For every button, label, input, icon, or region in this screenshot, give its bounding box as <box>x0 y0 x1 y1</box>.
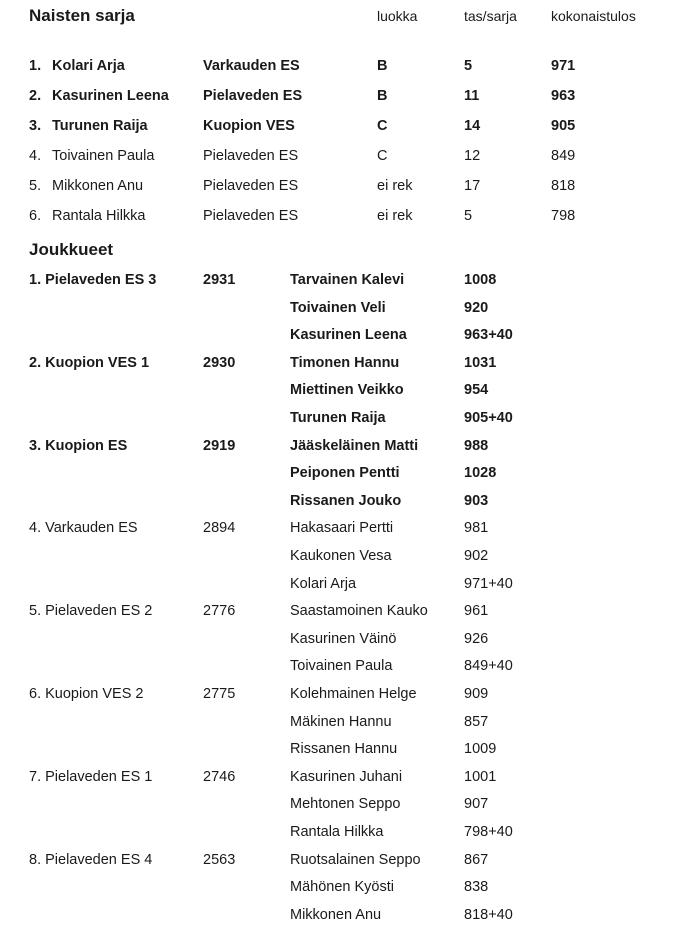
member-score: 971+40 <box>464 576 513 592</box>
member-score: 838 <box>464 879 489 895</box>
member-name: Saastamoinen Kauko <box>290 603 428 619</box>
member-name: Kasurinen Väinö <box>290 631 397 647</box>
women-level: 5 <box>464 58 473 74</box>
women-class: B <box>377 58 388 74</box>
women-level: 5 <box>464 208 473 224</box>
member-score: 905+40 <box>464 410 513 426</box>
women-level: 17 <box>464 178 481 194</box>
member-score: 988 <box>464 438 489 454</box>
member-score: 1031 <box>464 355 497 371</box>
team-total: 2894 <box>203 520 236 536</box>
team-name: 3. Kuopion ES <box>29 438 128 454</box>
women-club: Varkauden ES <box>203 58 300 74</box>
women-name: Mikkonen Anu <box>52 178 144 194</box>
member-name: Mikkonen Anu <box>290 907 382 923</box>
women-name: Rantala Hilkka <box>52 208 146 224</box>
member-score: 798+40 <box>464 824 513 840</box>
team-name: 5. Pielaveden ES 2 <box>29 603 153 619</box>
member-name: Rissanen Hannu <box>290 741 398 757</box>
member-name: Miettinen Veikko <box>290 382 404 398</box>
women-total: 818 <box>551 178 576 194</box>
women-total: 905 <box>551 118 576 134</box>
member-score: 909 <box>464 686 489 702</box>
women-rank: 4. <box>29 148 42 164</box>
header-total: kokonaistulos <box>551 8 636 24</box>
member-score: 849+40 <box>464 658 513 674</box>
women-class: C <box>377 118 388 134</box>
header-class: luokka <box>377 8 418 24</box>
member-name: Rissanen Jouko <box>290 493 402 509</box>
member-name: Mähönen Kyösti <box>290 879 394 895</box>
team-name: 2. Kuopion VES 1 <box>29 355 150 371</box>
women-name: Turunen Raija <box>52 118 148 134</box>
team-name: 7. Pielaveden ES 1 <box>29 769 153 785</box>
women-level: 14 <box>464 118 481 134</box>
member-score: 981 <box>464 520 489 536</box>
women-class: B <box>377 88 388 104</box>
women-club: Pielaveden ES <box>203 88 303 104</box>
member-name: Mäkinen Hannu <box>290 714 392 730</box>
team-total: 2775 <box>203 686 236 702</box>
member-score: 907 <box>464 796 489 812</box>
member-score: 1008 <box>464 272 497 288</box>
member-score: 867 <box>464 852 489 868</box>
team-total: 2931 <box>203 272 236 288</box>
teams-title: Joukkueet <box>29 240 114 259</box>
member-name: Ruotsalainen Seppo <box>290 852 421 868</box>
women-class: C <box>377 148 388 164</box>
women-rank: 5. <box>29 178 42 194</box>
member-score: 963+40 <box>464 327 513 343</box>
member-name: Kaukonen Vesa <box>290 548 392 564</box>
member-name: Kasurinen Juhani <box>290 769 403 785</box>
women-rank: 1. <box>29 58 42 74</box>
women-club: Pielaveden ES <box>203 178 299 194</box>
women-total: 963 <box>551 88 576 104</box>
women-rank: 2. <box>29 88 42 104</box>
women-total: 798 <box>551 208 576 224</box>
member-name: Kolehmainen Helge <box>290 686 417 702</box>
women-club: Pielaveden ES <box>203 208 299 224</box>
team-total: 2746 <box>203 769 236 785</box>
women-club: Pielaveden ES <box>203 148 299 164</box>
women-level: 11 <box>464 88 480 104</box>
women-name: Toivainen Paula <box>52 148 155 164</box>
member-name: Jääskeläinen Matti <box>290 438 419 454</box>
women-level: 12 <box>464 148 481 164</box>
member-name: Tarvainen Kalevi <box>290 272 405 288</box>
member-name: Mehtonen Seppo <box>290 796 401 812</box>
women-name: Kolari Arja <box>52 58 125 74</box>
member-name: Toivainen Veli <box>290 300 386 316</box>
women-name: Kasurinen Leena <box>52 88 169 104</box>
member-score: 954 <box>464 382 489 398</box>
women-club: Kuopion VES <box>203 118 295 134</box>
member-score: 903 <box>464 493 489 509</box>
member-name: Toivainen Paula <box>290 658 393 674</box>
member-score: 920 <box>464 300 489 316</box>
team-name: 8. Pielaveden ES 4 <box>29 852 153 868</box>
women-class: ei rek <box>377 208 413 224</box>
member-name: Kolari Arja <box>290 576 357 592</box>
women-class: ei rek <box>377 178 413 194</box>
women-total: 971 <box>551 58 576 74</box>
women-total: 849 <box>551 148 576 164</box>
team-total: 2776 <box>203 603 236 619</box>
women-rank: 3. <box>29 118 42 134</box>
header-level: tas/sarja <box>464 8 517 24</box>
team-name: 1. Pielaveden ES 3 <box>29 272 157 288</box>
member-score: 1001 <box>464 769 497 785</box>
member-name: Peiponen Pentti <box>290 465 400 481</box>
women-rank: 6. <box>29 208 42 224</box>
member-score: 926 <box>464 631 489 647</box>
team-name: 4. Varkauden ES <box>29 520 138 536</box>
member-score: 1028 <box>464 465 497 481</box>
member-score: 857 <box>464 714 489 730</box>
team-total: 2563 <box>203 852 236 868</box>
team-total: 2919 <box>203 438 236 454</box>
member-name: Kasurinen Leena <box>290 327 407 343</box>
member-name: Turunen Raija <box>290 410 386 426</box>
member-name: Rantala Hilkka <box>290 824 384 840</box>
team-total: 2930 <box>203 355 236 371</box>
member-score: 961 <box>464 603 489 619</box>
member-score: 1009 <box>464 741 497 757</box>
member-score: 818+40 <box>464 907 513 923</box>
member-name: Timonen Hannu <box>290 355 400 371</box>
women-series-title: Naisten sarja <box>29 6 135 25</box>
member-name: Hakasaari Pertti <box>290 520 394 536</box>
member-score: 902 <box>464 548 489 564</box>
team-name: 6. Kuopion VES 2 <box>29 686 144 702</box>
